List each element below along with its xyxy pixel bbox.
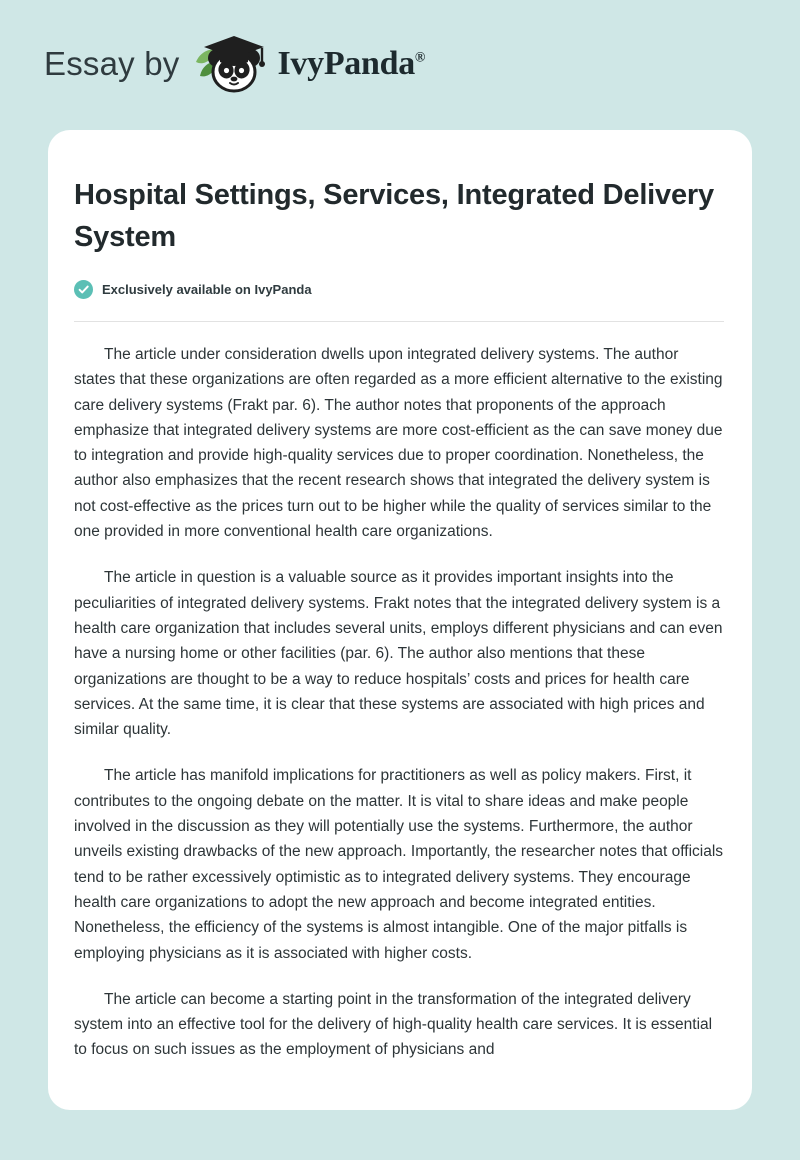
check-circle-icon: [74, 280, 93, 299]
status-badge-label: Exclusively available on IvyPanda: [102, 282, 312, 297]
brand-name-text: IvyPanda: [277, 45, 415, 82]
paragraph: The article in question is a valuable source as it provides important insights into the peculiarities of integrated delivery systems. Frakt notes that the integrated delivery system is a health care organization that includes several units, employs different physicians and can even have a nursing home or other facilities (par. 6). The author also mentions that these organizations are thought to be a way to reduce hospitals’ costs and prices for health care services. At the same time, it is clear that these systems are associated with high prices and similar quality.: [74, 569, 723, 739]
divider: [74, 321, 724, 322]
paragraph: The article has manifold implications for practitioners as well as policy makers. First, it contributes to the ongoing debate on the matter. It is vital to share ideas and make people involved in the discussion as they will potentially use the systems. Furthermore, the author unveils existing drawbacks of the new approach. Importantly, the researcher notes that officials tend to be rather excessively optimistic as to integrated delivery systems. They encourage health care organizations to adopt the new approach and become integrated entities. Nonetheless, the efficiency of the systems is almost intangible. One of the major pitfalls is employing physicians as it is associated with higher costs.: [74, 767, 724, 962]
brand[interactable]: [44, 28, 425, 100]
essay-card: [48, 130, 752, 1110]
registered-mark: ®: [414, 50, 426, 66]
paragraph: The article can become a starting point in the transformation of the integrated delivery system into an effective tool for the delivery of high-quality health care services. It is essential to focus on such issues as the employment of physicians and: [74, 990, 713, 1059]
logo-wrap[interactable]: [190, 28, 426, 100]
essay-by-label: Essay by: [44, 45, 180, 82]
page-title: Hospital Settings, Services, Integrated Delivery System: [74, 179, 714, 253]
panda-graduate-icon: [190, 28, 274, 100]
brand-name: [278, 45, 426, 83]
paragraph: The article under consideration dwells upon integrated delivery systems. The author states that these organizations are often regarded as a more efficient alternative to the existing care delivery systems (Frakt par. 6). The author notes that proponents of the approach emphasize that integrated delivery systems are more cost-efficient as the can save money due to integration and provide high-quality services due to proper coordination. Nonetheless, the author also emphasizes that the recent research shows that integrated the delivery system is not cost-effective as the prices turn out to be higher while the quality of services similar to the one provided in more conventional health care organizations.: [74, 346, 723, 541]
essay-body: [74, 342, 724, 1063]
status-badge: [74, 280, 724, 299]
site-header: [0, 0, 800, 128]
